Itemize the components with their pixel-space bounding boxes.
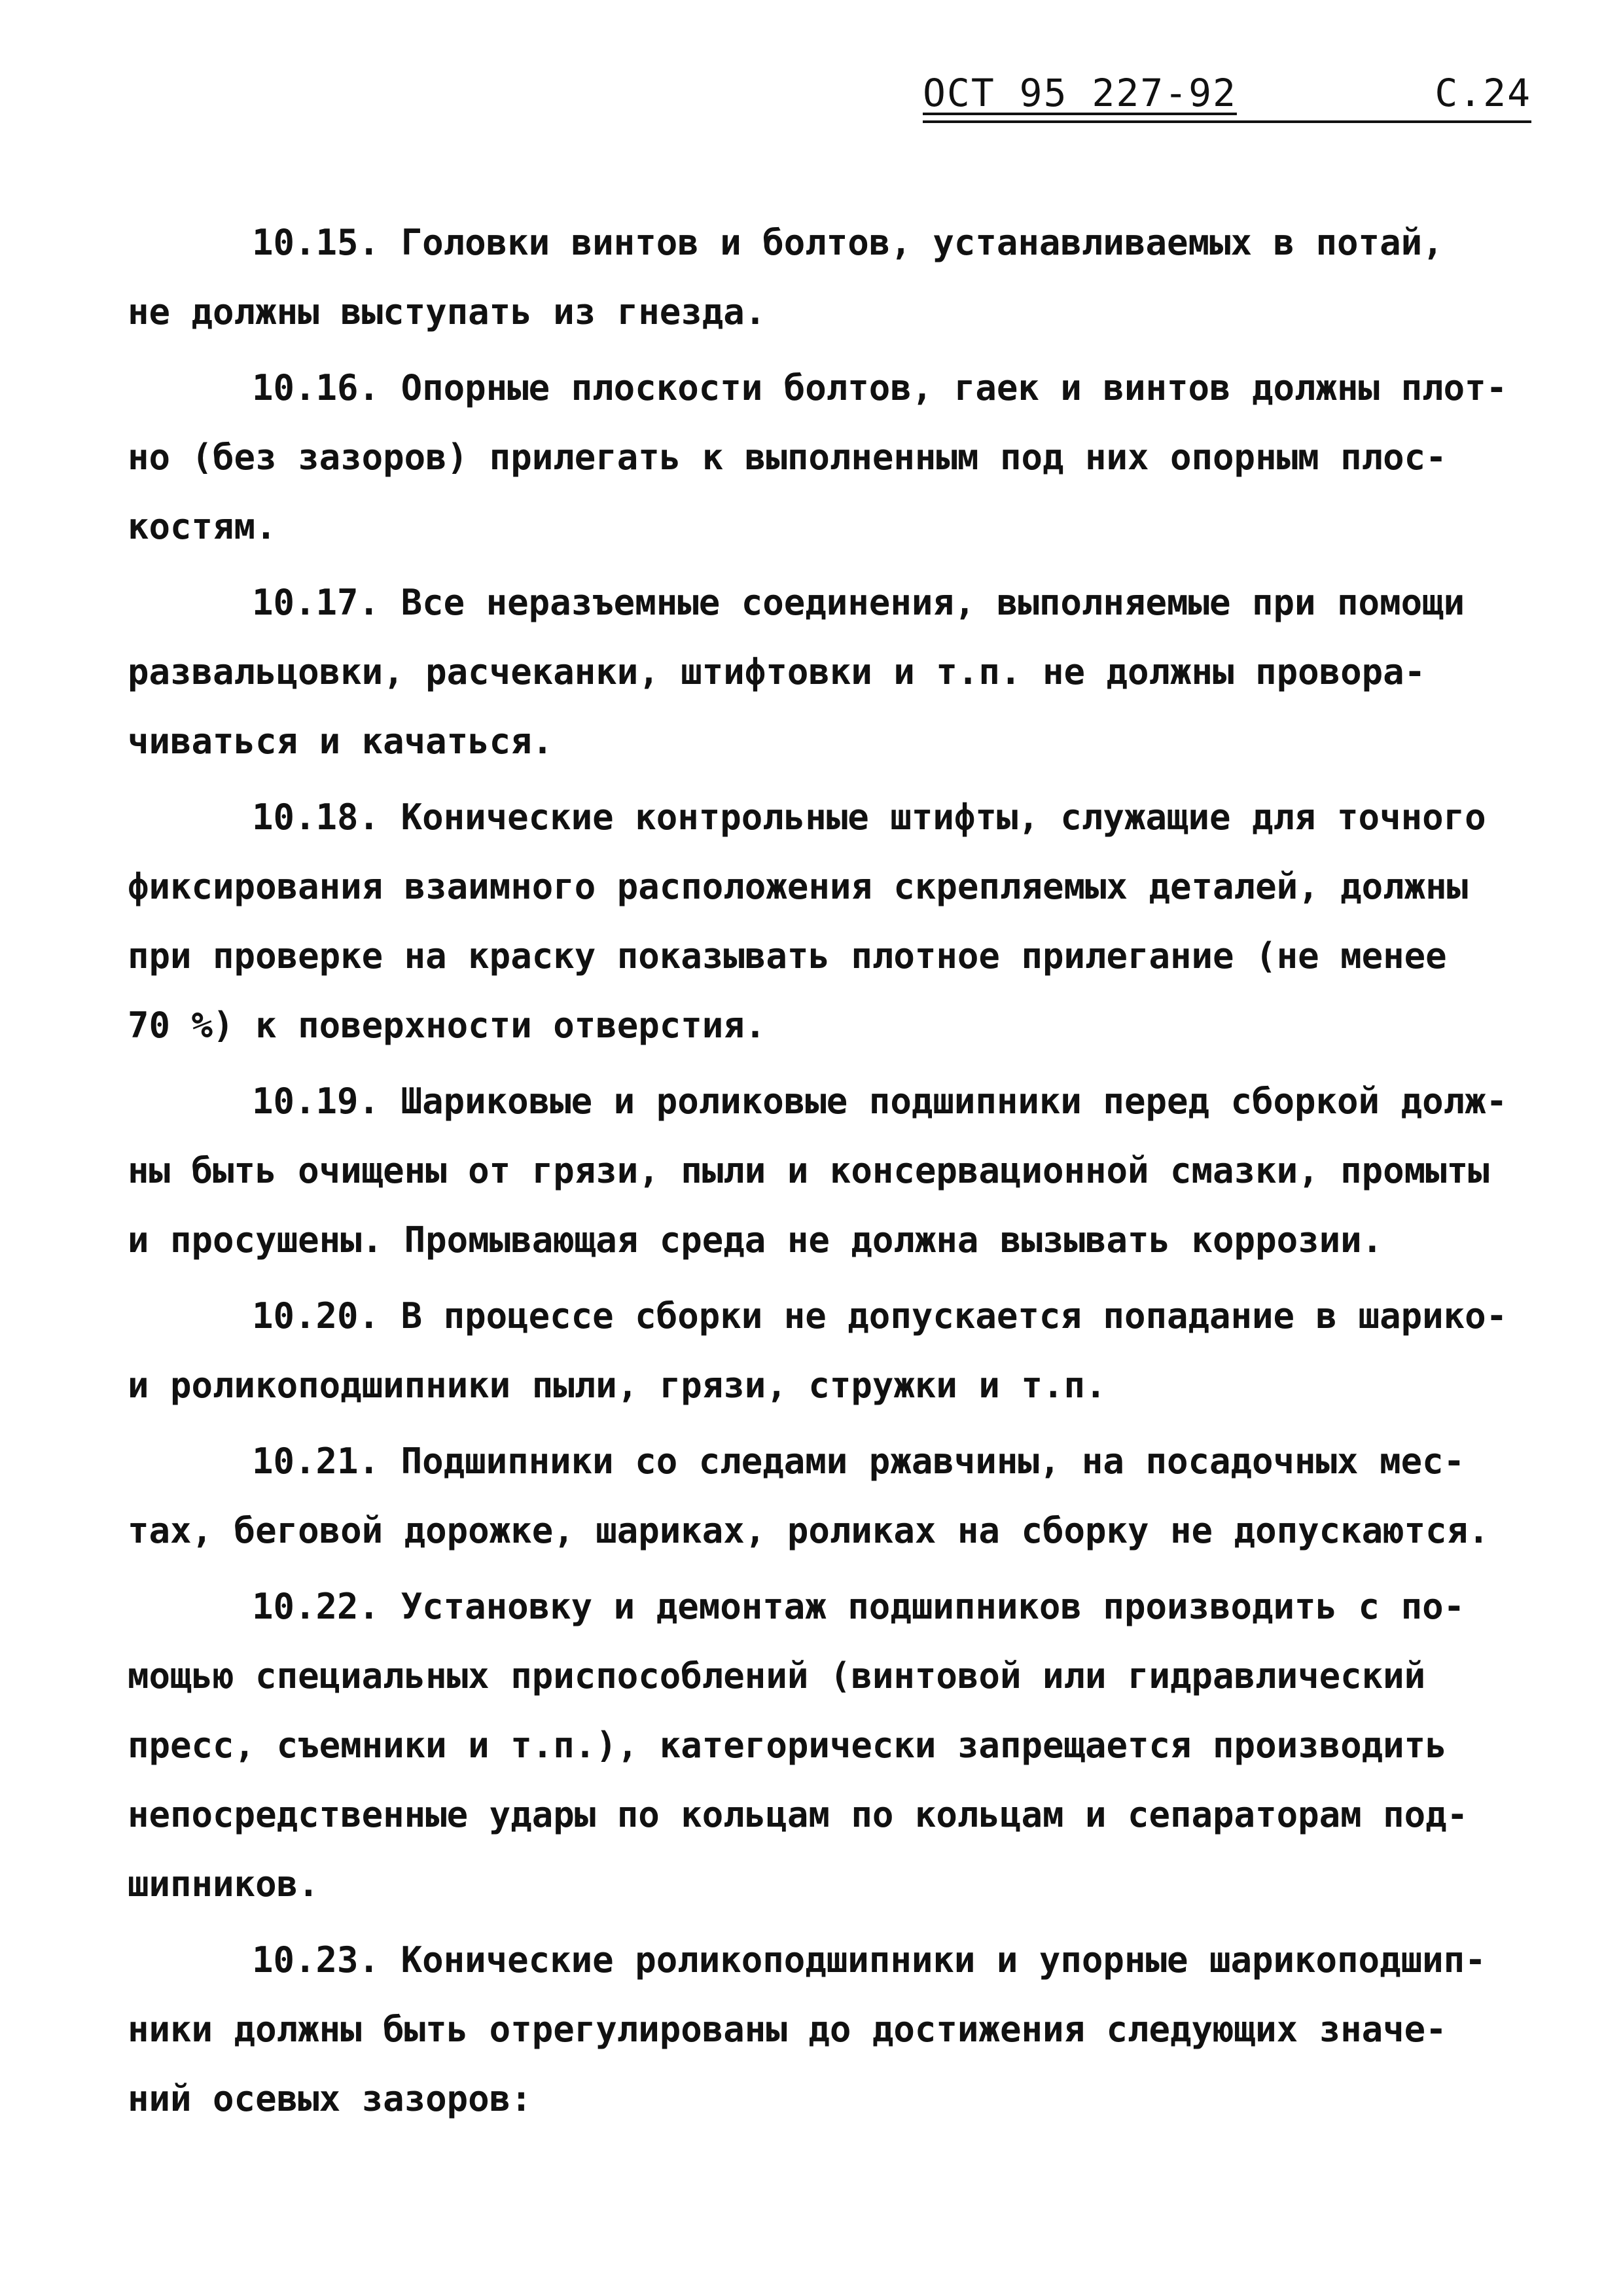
paragraph-line: 10.19. Шариковые и роликовые подшипники перед сборкой долж-: [252, 1081, 1508, 1122]
paragraph-10-15: [128, 208, 1522, 347]
paragraph-10-20: [128, 1282, 1522, 1420]
paragraph-10-19: [128, 1067, 1522, 1275]
paragraph-line: но (без зазоров) прилегать к выполненным под них опорным плос-: [128, 437, 1447, 478]
paragraph-line: тах, беговой дорожке, шариках, роликах на сборку не допускаются.: [128, 1510, 1489, 1551]
page-number: С.24: [1435, 71, 1531, 115]
paragraph-10-18: [128, 783, 1522, 1060]
paragraph-line: мощью специальных приспособлений (винтовой или гидравлический: [128, 1655, 1426, 1696]
document-body: [128, 208, 1522, 2134]
paragraph-line: ний осевых зазоров:: [128, 2078, 532, 2119]
paragraph-line: не должны выступать из гнезда.: [128, 291, 766, 332]
header-rule: [923, 120, 1531, 123]
paragraph-line: 10.22. Установку и демонтаж подшипников производить с по-: [252, 1586, 1465, 1627]
paragraph-line: развальцовки, расчеканки, штифтовки и т.п. не должны провора-: [128, 651, 1426, 692]
paragraph-line: пресс, съемники и т.п.), категорически запрещается производить: [128, 1725, 1447, 1766]
paragraph-line: 10.23. Конические роликоподшипники и упорные шарикоподшип-: [252, 1939, 1486, 1981]
document-code: ОСТ 95 227-92: [923, 71, 1237, 115]
paragraph-line: и роликоподшипники пыли, грязи, стружки и т.п.: [128, 1365, 1107, 1406]
paragraph-10-17: [128, 568, 1522, 776]
paragraph-line: 10.21. Подшипники со следами ржавчины, на посадочных мес-: [252, 1441, 1465, 1482]
paragraph-line: шипников.: [128, 1863, 319, 1905]
paragraph-line: ны быть очищены от грязи, пыли и консервационной смазки, промыты: [128, 1150, 1489, 1191]
paragraph-10-23: [128, 1926, 1522, 2134]
paragraph-line: при проверке на краску показывать плотное прилегание (не менее: [128, 935, 1447, 977]
paragraph-10-16: [128, 353, 1522, 562]
paragraph-line: 70 %) к поверхности отверстия.: [128, 1005, 766, 1046]
paragraph-line: 10.20. В процессе сборки не допускается попадание в шарико-: [252, 1295, 1508, 1336]
paragraph-line: чиваться и качаться.: [128, 721, 554, 762]
paragraph-10-21: [128, 1427, 1522, 1566]
paragraph-line: фиксирования взаимного расположения скрепляемых деталей, должны: [128, 866, 1469, 907]
paragraph-line: непосредственные удары по кольцам по кольцам и сепараторам под-: [128, 1794, 1469, 1835]
paragraph-line: 10.18. Конические контрольные штифты, служащие для точного: [252, 797, 1486, 838]
paragraph-line: 10.16. Опорные плоскости болтов, гаек и винтов должны плот-: [252, 367, 1508, 408]
paragraph-line: и просушены. Промывающая среда не должна вызывать коррозии.: [128, 1219, 1383, 1261]
paragraph-line: костям.: [128, 506, 277, 547]
paragraph-10-22: [128, 1572, 1522, 1919]
page-header: [923, 71, 1531, 123]
paragraph-line: 10.15. Головки винтов и болтов, устанавливаемых в потай,: [252, 222, 1444, 263]
paragraph-line: 10.17. Все неразъемные соединения, выполняемые при помощи: [252, 582, 1465, 623]
paragraph-line: ники должны быть отрегулированы до достижения следующих значе-: [128, 2009, 1447, 2050]
